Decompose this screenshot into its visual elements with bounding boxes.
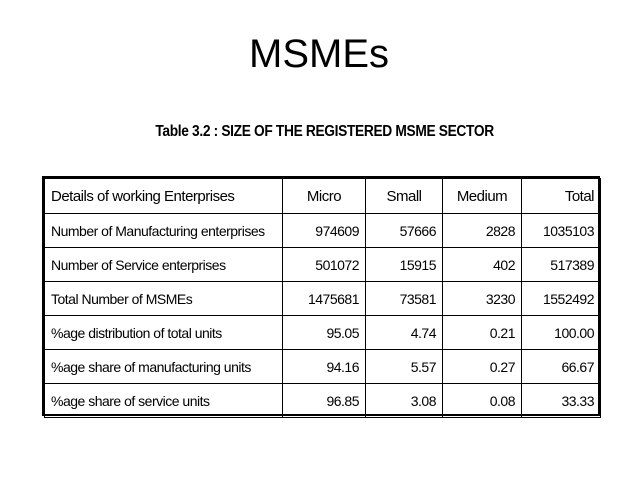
cell-micro: 1475681 (283, 282, 366, 316)
row-label: %age share of manufacturing units (45, 350, 283, 384)
column-header-small: Small (366, 179, 443, 214)
cell-total: 1035103 (522, 214, 601, 248)
table-header-row (45, 179, 601, 214)
cell-medium: 0.08 (443, 384, 522, 418)
table-row (45, 248, 601, 282)
cell-medium: 402 (443, 248, 522, 282)
cell-micro: 96.85 (283, 384, 366, 418)
cell-small: 73581 (366, 282, 443, 316)
cell-small: 5.57 (366, 350, 443, 384)
cell-medium: 2828 (443, 214, 522, 248)
row-label: Number of Manufacturing enterprises (45, 214, 283, 248)
cell-total: 100.00 (522, 316, 601, 350)
table-row (45, 214, 601, 248)
cell-micro: 95.05 (283, 316, 366, 350)
cell-medium: 0.21 (443, 316, 522, 350)
row-label: Total Number of MSMEs (45, 282, 283, 316)
cell-medium: 0.27 (443, 350, 522, 384)
msme-table-container (42, 176, 600, 416)
cell-small: 57666 (366, 214, 443, 248)
column-header-total: Total (522, 179, 601, 214)
row-label: %age share of service units (45, 384, 283, 418)
column-header-micro: Micro (283, 179, 366, 214)
column-header-medium: Medium (443, 179, 522, 214)
table-row (45, 316, 601, 350)
table-row (45, 350, 601, 384)
table-row (45, 282, 601, 316)
table-row (45, 384, 601, 418)
cell-total: 1552492 (522, 282, 601, 316)
cell-micro: 94.16 (283, 350, 366, 384)
slide-title: MSMEs (249, 32, 389, 76)
cell-total: 66.67 (522, 350, 601, 384)
cell-total: 33.33 (522, 384, 601, 418)
msme-table (44, 178, 601, 418)
cell-small: 15915 (366, 248, 443, 282)
cell-medium: 3230 (443, 282, 522, 316)
cell-small: 3.08 (366, 384, 443, 418)
row-label: %age distribution of total units (45, 316, 283, 350)
cell-micro: 501072 (283, 248, 366, 282)
cell-micro: 974609 (283, 214, 366, 248)
cell-small: 4.74 (366, 316, 443, 350)
column-header-details: Details of working Enterprises (45, 179, 283, 214)
cell-total: 517389 (522, 248, 601, 282)
row-label: Number of Service enterprises (45, 248, 283, 282)
table-caption: Table 3.2 : SIZE OF THE REGISTERED MSME SECTOR (155, 123, 494, 140)
